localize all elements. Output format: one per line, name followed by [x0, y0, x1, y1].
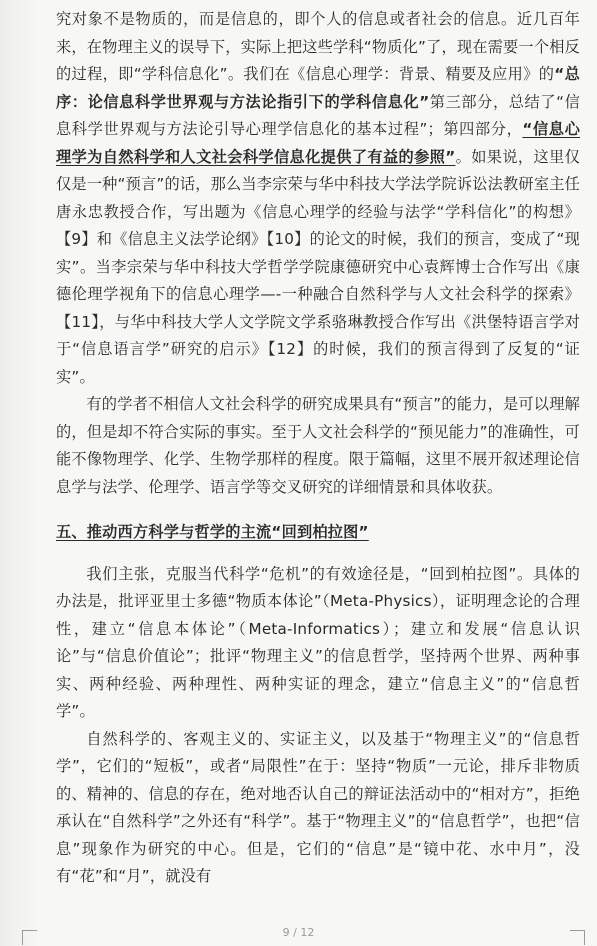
page-edge-shadow: [0, 0, 40, 946]
paragraph-1-text-a: 究对象不是物质的，而是信息的，即个人的信息或者社会的信息。近几百年来，在物理主义的误导下，实际上把这些学科“物质化”了，现在需要一个相反的过程，即“学科信息化”。我们在《信息心理学：背景、精要及应用》的: [56, 10, 580, 83]
paragraph-2: [56, 391, 580, 501]
page-number: 9 / 12: [282, 926, 315, 939]
paragraph-1-underlined-emphasis: “信息心理学为自然科学和人文社会科学信息化提供了有益的参照”: [56, 120, 580, 166]
page-footer: [0, 924, 597, 946]
paragraph-4: [56, 726, 580, 891]
crop-mark-right-icon: [570, 930, 585, 945]
paragraph-1-text-b: 第三部分，总结了“信息科学世界观与方法论引导心理学信息化的基本过程”；第四部分，: [56, 92, 580, 138]
paragraph-2-text: 有的学者不相信人文社会科学的研究成果具有“预言”的能力，是可以理解的，但是却不符合实际的事实。至于人文社会科学的“预见能力”的准确性，可能不像物理学、化学、生物学那样的程度。限于篇幅，这里不展开叙述理论信息学与法学、伦理学、语言学等交叉研究的详细情景和具体收获。: [56, 395, 580, 496]
paragraph-1-bold-title: “总序：论信息科学世界观与方法论指引下的学科信息化”: [56, 65, 580, 111]
paragraph-4-text: 自然科学的、客观主义的、实证主义，以及基于“物理主义”的“信息哲学”，它们的“短板”，或者“局限性”在于：坚持“物质”一元论，排斥非物质的、精神的、信息的存在，绝对地否认自己的辩证法活动中的“相对方”，拒绝承认在“自然科学”之外还有“科学”。基于“物理主义”的“信息哲学”，也把“信息”现象作为研究的中心。但是，它们的“信息”是“镜中花、水中月”，没有“花”和“月”，就没有: [56, 729, 580, 885]
section-heading: 五、推动西方科学与哲学的主流“回到柏拉图”: [56, 523, 369, 541]
paragraph-3-text: 我们主张，克服当代科学“危机”的有效途径是，“回到柏拉图”。具体的办法是，批评亚里士多德“物质本体论”（Meta-Physics），证明理念论的合理性，建立“信息本体论”（Meta-Informatics）；建立和发展“信息认识论”与“信息价值论”；批评“物理主义”的信息哲学，坚持两个世界、两种事实、两种经验、两种理性、两种实证的理念，建立“信息主义”的“信息哲学”。: [56, 564, 580, 720]
document-body: [56, 6, 580, 891]
paragraph-1-text-c: 。如果说，这里仅仅是一种“预言”的话，那么当李宗荣与华中科技大学法学院诉讼法教研室主任唐永忠教授合作，写出题为《信息心理学的经验与法学“学科信化”的构想》【9】和《信息主义法学论纲》【10】的论文的时候，我们的预言，变成了“现实”。当李宗荣与华中科技大学哲学学院康德研究中心袁辉博士合作写出《康德伦理学视角下的信息心理学—-一种融合自然科学与人文社会科学的探索》【11】，与华中科技大学人文学院文学系骆琳教授合作写出《洪堡特语言学对于“信息语言学”研究的启示》【12】的时候，我们的预言得到了反复的“证实”。: [56, 147, 580, 386]
paragraph-3: [56, 561, 580, 726]
paragraph-1: [56, 6, 580, 391]
